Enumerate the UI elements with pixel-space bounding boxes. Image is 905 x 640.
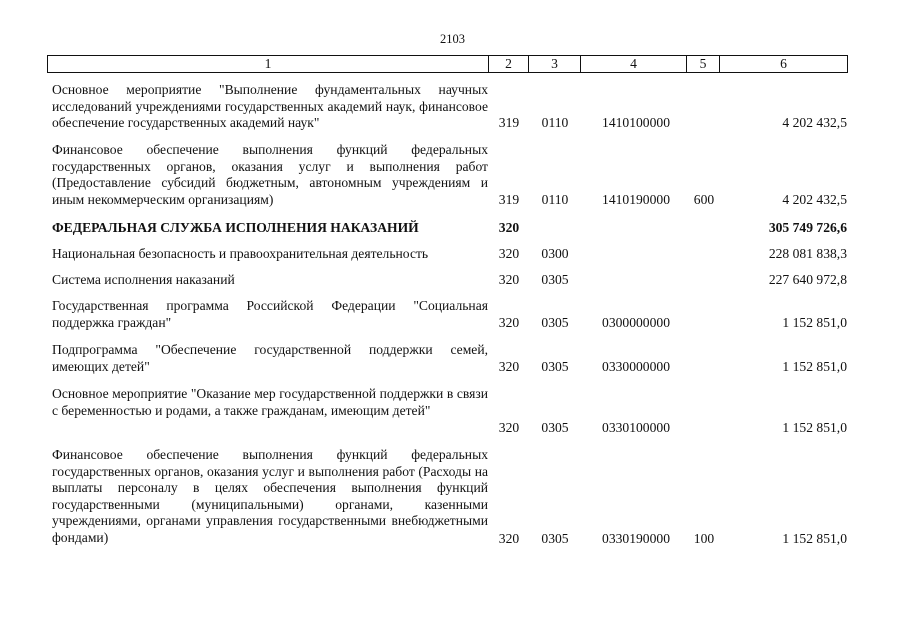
column-header-5: 5 <box>687 56 720 73</box>
row-name: Финансовое обеспечение выполнения функций федеральных государственных органов, оказания услуг и выполнения работ (Предоставление субсидий бюджетным, автономным учреждениям и иным некоммерческим организациям) <box>52 142 488 207</box>
row-amount: 227 640 972,8 <box>768 272 847 288</box>
row-amount: 4 202 432,5 <box>782 192 847 208</box>
row-amount: 1 152 851,0 <box>782 420 847 436</box>
table-row <box>0 142 905 209</box>
row-target-code: 0330000000 <box>602 359 670 375</box>
row-section-code: 0110 <box>541 115 569 131</box>
row-amount: 228 081 838,3 <box>768 246 847 262</box>
row-amount: 1 152 851,0 <box>782 359 847 375</box>
column-header-6: 6 <box>720 56 848 73</box>
row-ministry-code: 319 <box>498 115 520 131</box>
row-target-code: 1410100000 <box>602 115 670 131</box>
row-ministry-code: 320 <box>498 420 520 436</box>
row-section-code: 0305 <box>541 359 569 375</box>
table-row <box>0 342 905 376</box>
table-row <box>0 82 905 132</box>
row-name: ФЕДЕРАЛЬНАЯ СЛУЖБА ИСПОЛНЕНИЯ НАКАЗАНИЙ <box>52 220 419 235</box>
column-header-4: 4 <box>581 56 687 73</box>
row-name: Финансовое обеспечение выполнения функций федеральных государственных органов, оказания услуг и выполнения работ (Расходы на выплаты персоналу в целях обеспечения выполнения функций государственными (муниципальными) органами, казенными учреждениями, органами управления государственными внебюджетными фондами) <box>52 447 488 545</box>
row-target-code: 0330190000 <box>602 531 670 547</box>
row-amount: 1 152 851,0 <box>782 315 847 331</box>
row-section-code: 0305 <box>541 272 569 288</box>
table-row <box>0 220 905 237</box>
row-ministry-code: 319 <box>498 192 520 208</box>
row-ministry-code: 320 <box>498 246 520 262</box>
row-name: Основное мероприятие "Выполнение фундаментальных научных исследований учреждениями государственных академий наук, финансовое обеспечение государственных академий наук" <box>52 82 488 131</box>
row-section-code: 0305 <box>541 315 569 331</box>
row-target-code: 0330100000 <box>602 420 670 436</box>
row-section-code: 0300 <box>541 246 569 262</box>
column-header-2: 2 <box>489 56 529 73</box>
table-row <box>0 386 905 437</box>
row-name: Национальная безопасность и правоохранительная деятельность <box>52 246 429 261</box>
row-amount: 305 749 726,6 <box>768 220 847 236</box>
row-ministry-code: 320 <box>498 359 520 375</box>
row-amount: 1 152 851,0 <box>782 531 847 547</box>
table-row <box>0 447 905 548</box>
row-name: Основное мероприятие "Оказание мер государственной поддержки в связи с беременностью и родами, а также гражданам, имеющим детей" <box>52 386 488 418</box>
page-number: 2103 <box>440 32 465 46</box>
column-header-3: 3 <box>529 56 581 73</box>
row-target-code: 0300000000 <box>602 315 670 331</box>
row-target-code: 1410190000 <box>602 192 670 208</box>
column-header-row <box>48 56 848 73</box>
row-expense-type: 600 <box>693 192 715 208</box>
row-ministry-code: 320 <box>498 315 520 331</box>
row-section-code: 0305 <box>541 420 569 436</box>
table-row <box>0 246 905 263</box>
row-ministry-code: 320 <box>498 272 520 288</box>
row-name: Подпрограмма "Обеспечение государственной поддержки семей, имеющих детей" <box>52 342 488 374</box>
row-amount: 4 202 432,5 <box>782 115 847 131</box>
row-ministry-code: 320 <box>498 220 520 236</box>
row-name: Система исполнения наказаний <box>52 272 235 287</box>
column-header-1: 1 <box>48 56 489 73</box>
row-section-code: 0305 <box>541 531 569 547</box>
row-ministry-code: 320 <box>498 531 520 547</box>
table-row <box>0 272 905 289</box>
row-expense-type: 100 <box>693 531 715 547</box>
row-name: Государственная программа Российской Федерации "Социальная поддержка граждан" <box>52 298 488 330</box>
column-header-table <box>47 55 848 73</box>
row-section-code: 0110 <box>541 192 569 208</box>
table-row <box>0 298 905 332</box>
